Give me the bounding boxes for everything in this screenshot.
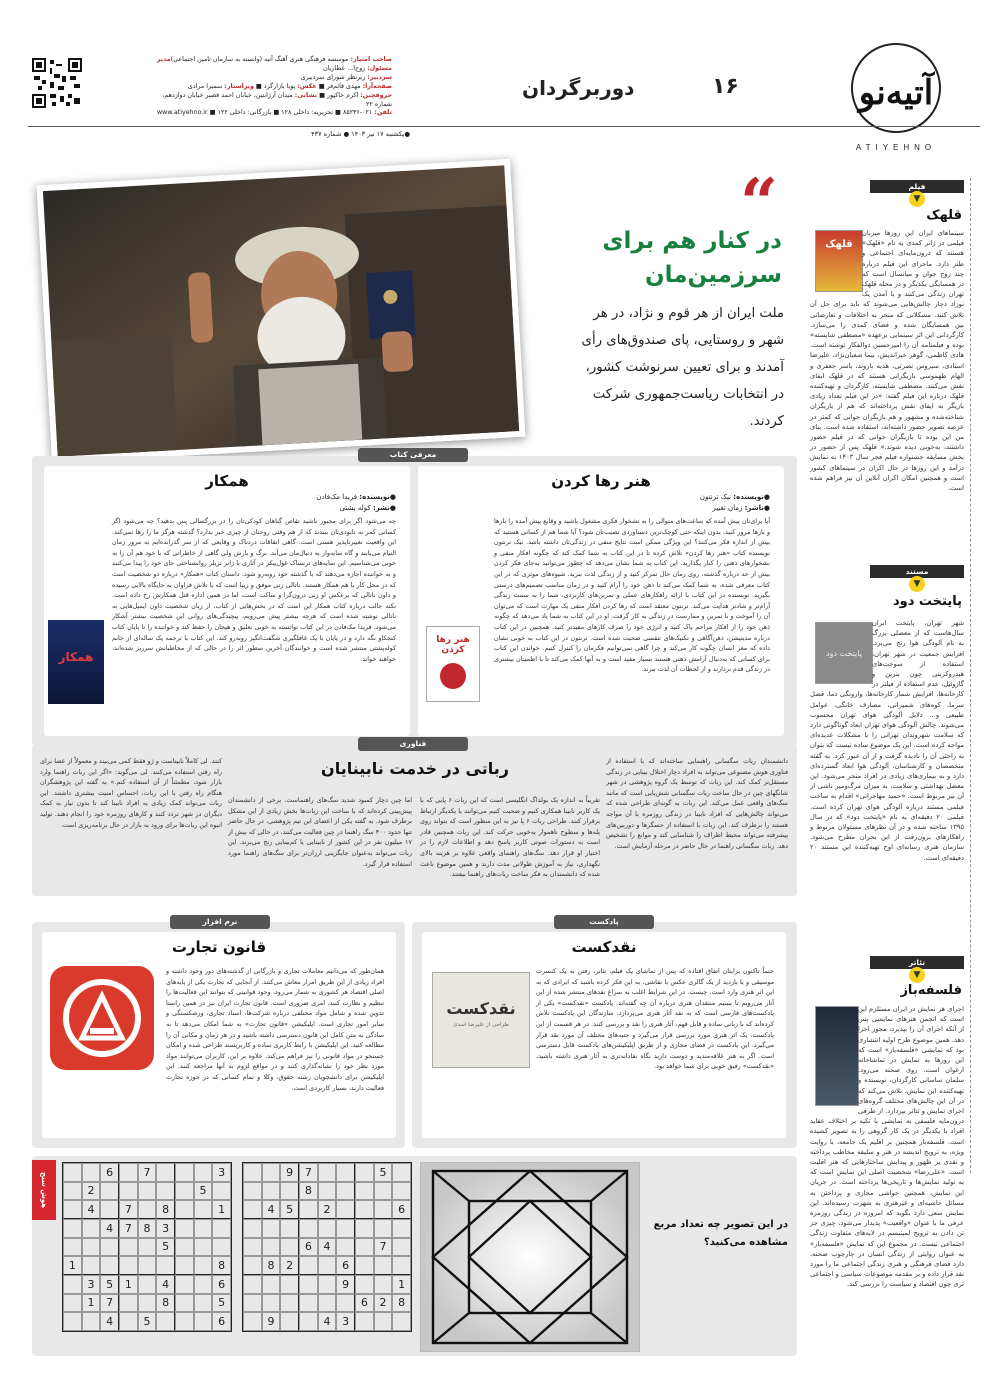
credit-value: زیرنظر شورای سردبیری bbox=[300, 73, 368, 81]
hero-photo[interactable] bbox=[37, 159, 526, 463]
sidebar-tag-film: فیلم bbox=[870, 180, 964, 193]
doc-poster-title: پایتخت دود bbox=[826, 649, 862, 658]
sudoku-cell[interactable]: 9 bbox=[336, 1275, 355, 1294]
sudoku-cell[interactable] bbox=[262, 1182, 281, 1201]
sudoku-cell[interactable]: 8 bbox=[212, 1256, 231, 1275]
hero-headline: در کنار هم برای سرزمین‌مان bbox=[602, 228, 782, 288]
sudoku-cell[interactable] bbox=[374, 1182, 393, 1201]
sudoku-cell[interactable] bbox=[63, 1238, 82, 1257]
book-cover-left[interactable] bbox=[48, 620, 104, 704]
software-title[interactable]: قانون تجارت bbox=[171, 938, 267, 956]
credit-value: مهدی قائم‌فر ■ bbox=[316, 82, 363, 90]
book-body-left: چه می‌شود اگر برای مجبور باشید تقاص گناهان کودکی‌تان را در بزرگسالی پس بدهید؟ چه می‌شود اگر کسانی کمر به نابودی‌تان ببندند که از هم وقتی روحتان از چیزی خبر ندارد؟ گذشته هرگز ما را رها نمی‌کند. این واقعیت تغییرناپذیر هستی است. گاهی اتفاقات دردناک و وقایعی که از سر گذرانده‌ایم به مرور زمان التیام می‌یابند و گاه سایه‌وار به دنبال‌مان می‌آید. برگ و بارش ولی گاهی از خاطراتی که با خود هم آن را به خوبی می‌شناسیم. این سایه‌های ترسناک غول‌پیکر در آثاری با ژانر تریلر روانشناختی جای خود را پیدا می‌کنند و به خواننده اجازه می‌دهند که با گذشته خود روبه‌رو شود. داستان کتاب «همکار» درباره دو شخصیت است که در محل کار با هم همکار هستند. ناتالی زنی موفق و زیبا است که با تلاش فراوان به جایگاه بالایی رسیده و داون ناتالی که برعکس او زنی درون‌گرا و ساکت است، اما در همین اداره قتل همکارش رخ داده است. نکته جالب درباره کتاب همکار این است که در بخش‌هایی از کتاب، از زبان شخصیت داون ایمیل‌هایی به ناتالی نوشته شده است که هرچه بیشتر پیش می‌رویم، پیچیدگی‌های روانی این شخصیت بیشتر آشکار می‌شود. فریدا مک‌فادن در این کتاب توانسته به خوبی تعلیق و هیجان را حفظ کند و خواننده را تا پایان کتاب کنجکاو نگه دارد و در پایان با یک غافلگیری شگفت‌انگیز روبه‌رو کند. این کتاب با ترجمه یک ساله‌ای از خانم کوله‌پشتی منتشر شده است و خوانندگان آخرین سطور اثر را در حالی که از مخاطبانش سرریز شده‌اند، خواهند خواند. bbox=[112, 517, 396, 663]
sudoku-cell[interactable] bbox=[374, 1200, 393, 1219]
sudoku-cell[interactable] bbox=[392, 1182, 411, 1201]
podcast-title[interactable]: نقدکست bbox=[571, 938, 637, 956]
sudoku-cell[interactable] bbox=[318, 1219, 337, 1238]
tech-col-1: دانشمندان ربات سگسانی راهنمایی ساخته‌اند که با استفاده از فناوری هوش مصنوعی می‌تواند به افراد دچار اختلال بینایی در زندگی مستقل‌تر کمک کند. این ربات که توسط یک گروه پژوهشی در شهر شانگهای چین در حال ساخت ربات سگسانی شش‌پایی است که مانند سگ‌های واقعی عمل می‌کند. این ربات به گونه‌ای طراحی شده که می‌تواند چالش‌هایی که افراد نابینا در زندگی روزمره با آن مواجه هستند را برطرف کند. این ربات با استفاده از حسگرها و دوربین‌های پیشرفته می‌تواند محیط اطراف را شناسایی کند و موانع را تشخیص دهد. ربات سگسانی راهنما در حال حاضر در مرحله آزمایش است. bbox=[606, 757, 788, 850]
sudoku-cell[interactable] bbox=[318, 1275, 337, 1294]
sudoku-cell[interactable] bbox=[336, 1219, 355, 1238]
film-title[interactable]: قلهک bbox=[926, 208, 962, 223]
sudoku-cell[interactable] bbox=[374, 1275, 393, 1294]
sudoku-cell[interactable]: 5 bbox=[374, 1163, 393, 1182]
podcast-cover[interactable] bbox=[432, 972, 530, 1068]
sudoku-cell[interactable]: 4 bbox=[318, 1312, 337, 1331]
sudoku-cell[interactable] bbox=[212, 1238, 231, 1257]
sudoku-cell[interactable]: 2 bbox=[374, 1294, 393, 1313]
sudoku-cell[interactable] bbox=[280, 1219, 299, 1238]
sudoku-cell[interactable] bbox=[262, 1163, 281, 1182]
sudoku-cell[interactable] bbox=[243, 1312, 262, 1331]
sudoku-cell[interactable] bbox=[156, 1163, 175, 1182]
sudoku-cell[interactable] bbox=[175, 1238, 194, 1257]
sudoku-cell[interactable]: 5 bbox=[100, 1275, 119, 1294]
film-body: سینماهای ایران این روزها میزبان فیلمی در ژانر کمدی به نام «قلهک» هستند که درون‌مایه‌ای اجتماعی و طنز دارد. ماجرای این فیلم درباره چند زوج جوان و میانسال است که در همسایگی یکدیگر و در محله قلهک تهران زندگی می‌کنند و با آمدن یک نوزاد دچار چالش‌هایی می‌شوند که باید برای حل آن تلاش کنند. مشکلاتی که منجر به اختلافات و تعارضاتی بین همسایگان شده و فضای کمدی را می‌سازد. کارگردانی این اثر سینمایی برعهده «مصطفی شایسته» بوده و فیلمنامه آن را امیرحسین دوالفکار نوشته است. هادی کاظمی، گوهر خیراندیش، نیما شعبان‌نژاد، علیرضا استادی، سیروس نصرتی، هدیه بازوند، یاسر جعفری و الهام طهموسی بازیگرانی هستند که در قلهک ایفای نقش می‌کنند. مصطفی شایسته، کارگردان و تهیه‌کننده قلهک درباره این فیلم گفته: «در این فیلم تعداد زیادی بازیگر به ایفای نقش پرداخته‌اند که هم از بازیگران شناخته‌شده و مشهور و هم بازیگران جوانی که کمتر در عرصه تصویر حضور داشته‌اند، استفاده شده است. بنای من این بوده تا بازیگران جوانی که در فیلم حضور داشتند، به‌خوبی دیده شوند.» قلهک پس از حضور در بخش مسابقه جشنواره فیلم فجر سال ۱۴۰۳ به نمایش درآمد و این روزها در حال اکران در سینماهای کشور است و همچنین امکان اکران آنلاین آن نیز فراهم شده است. bbox=[810, 229, 964, 493]
sudoku-cell[interactable] bbox=[374, 1312, 393, 1331]
sudoku-cell[interactable] bbox=[243, 1275, 262, 1294]
tech-section-label: فناوری bbox=[358, 737, 468, 751]
sudoku-cell[interactable] bbox=[82, 1163, 101, 1182]
sudoku-cell[interactable] bbox=[82, 1219, 101, 1238]
sudoku-cell[interactable] bbox=[392, 1238, 411, 1257]
sudoku-cell[interactable] bbox=[119, 1256, 138, 1275]
publisher-name: کوله پشتی bbox=[339, 504, 373, 512]
sudoku-cell[interactable] bbox=[175, 1312, 194, 1331]
sudoku-cell[interactable] bbox=[336, 1163, 355, 1182]
newspaper-logo[interactable] bbox=[842, 42, 950, 154]
sudoku-cell[interactable] bbox=[194, 1256, 213, 1275]
credit-label: عکس: bbox=[297, 82, 317, 90]
sudoku-cell[interactable]: 1 bbox=[212, 1200, 231, 1219]
sudoku-cell[interactable]: 1 bbox=[63, 1256, 82, 1275]
sudoku-cell[interactable]: 9 bbox=[262, 1312, 281, 1331]
sudoku-cell[interactable] bbox=[119, 1182, 138, 1201]
sudoku-cell[interactable]: 6 bbox=[392, 1200, 411, 1219]
sudoku-cell[interactable] bbox=[194, 1312, 213, 1331]
sudoku-cell[interactable] bbox=[63, 1312, 82, 1331]
sudoku-cell[interactable] bbox=[355, 1275, 374, 1294]
book-section-label: معرفی کتاب bbox=[358, 448, 468, 462]
sudoku-cell[interactable] bbox=[280, 1275, 299, 1294]
app-icon[interactable] bbox=[50, 966, 154, 1070]
doc-text bbox=[810, 618, 964, 958]
sudoku-cell[interactable] bbox=[138, 1256, 157, 1275]
gift-icon bbox=[440, 663, 466, 689]
tech-col-3: اما چین دچار کمبود شدید سگ‌های راهنماست. برخی از دانشمندان پیش‌بینی کرده‌اند که با ساخت این ربات‌ها بخش زیادی از این مشکل برطرف شود. به گفته یکی از اعضای این تیم پژوهشی، در حال حاضر تنها حدود ۴۰۰ سگ راهنما در چین فعالیت می‌کنند، در حالی که بیش از ۱۷ میلیون نفر در این کشور از نابینایی یا کم‌بینایی رنج می‌برند. این ربات می‌تواند به‌عنوان جایگزینی ارزان‌تر برای سگ‌های راهنما مورد استفاده قرار گیرد. bbox=[228, 796, 412, 868]
doc-body: شهر تهران، پایتخت ایران سال‌هاست که از معضلی بزرگ به نام آلودگی هوا رنج می‌برد. افزایش جمعیت در شهر تهران، استفاده از سوخت‌های هیدروکربنی چون بنزین و گازوئیل، عدم استفاده از فیلتر در کارخانه‌ها، افزایش شمار کارخانه‌ها، وارونگی دما، فصل سرما، کوه‌های شمیرانی، مصارف خانگی، عوامل طبیعی و... دلایل آلودگی هوای تهران محسوب می‌شوند. چالش آلودگی هوای تهران ابعاد گوناگونی دارد که سلامت شهروندان تهرانی را با مشکلات عدیده‌ای مواجه کرده است. این یک موضوع ساده نیست که بتوان به راحتی آن را نادیده گرفت و از آن عبور کرد. به گفته متخصصان و کارشناسان، آلودگی هوا ابعاد گسترده‌ای دارد و به بیماری‌های زیادی در افراد منجر می‌شود. این معضل بهداشتی و سلامت، به میزان مرگ‌ومیر ناشی از آن نیز مربوط است. «حمید مهاجرانی» اقدام به ساخت فیلمی مستند درباره آلودگی هوای تهران کرده است. فیلمی ۲۰ دقیقه‌ای به نام «پایتخت دود» که در سال ۱۳۹۵ ساخته شده و در آن نظرهای مسئولان مربوط و راهکارهای برون‌رفت از این بحران مطرح می‌شود. سازمان هنری رسانه‌ای اوج تهیه‌کننده این مستند ۲۰ دقیقه‌ای است. bbox=[810, 619, 964, 862]
sudoku-cell[interactable] bbox=[175, 1163, 194, 1182]
sudoku-cell[interactable]: 3 bbox=[82, 1275, 101, 1294]
sudoku-cell[interactable] bbox=[262, 1275, 281, 1294]
logo-latin: ATIYEHNO bbox=[855, 143, 937, 152]
sudoku-cell[interactable] bbox=[299, 1219, 318, 1238]
podcast-card bbox=[422, 932, 786, 1138]
sudoku-cell[interactable] bbox=[156, 1182, 175, 1201]
sudoku-cell[interactable]: 5 bbox=[280, 1200, 299, 1219]
credit-label: صاحب امتیاز: bbox=[350, 56, 392, 63]
sudoku-cell[interactable] bbox=[374, 1256, 393, 1275]
book-cover-right-title: هنر رها کردن bbox=[436, 635, 470, 655]
sudoku-cell[interactable]: 5 bbox=[138, 1312, 157, 1331]
sudoku-cell[interactable] bbox=[175, 1275, 194, 1294]
sudoku-cell[interactable]: 2 bbox=[280, 1256, 299, 1275]
sudoku-cell[interactable] bbox=[355, 1256, 374, 1275]
sudoku-cell[interactable]: 7 bbox=[138, 1163, 157, 1182]
sudoku-cell[interactable]: 8 bbox=[299, 1182, 318, 1201]
credit-label: ویراستار: bbox=[224, 82, 254, 90]
quote-mark: “ bbox=[740, 164, 778, 242]
software-card bbox=[42, 932, 396, 1138]
sudoku-cell[interactable] bbox=[100, 1238, 119, 1257]
software-text: همان‌طور که می‌دانیم معاملات تجاری و بازرگانی از گذشته‌های دور وجود داشته و افراد زیادی از این طریق امرار معاش می‌کنند. از آنجایی که تجارت یکی از پایه‌های اصلی اقتصاد هر کشوری به شمار می‌رود، وجود قوانینی که بتوانند این فعالیت‌ها را تنظیم و نظارت کنند، امری ضروری است. قانون تجارت ایران نیز در همین راستا تدوین شده و شامل مواد مختلفی درباره شرکت‌ها، اسناد تجاری، ورشکستگی و سایر امور تجاری است. اپلیکیشن «قانون تجارت» به شما امکان می‌دهد تا به سادگی به متن کامل این قانون دسترسی داشته باشید و در هر زمان و مکانی آن را مطالعه کنید. این اپلیکیشن با رابط کاربری ساده و کاربرپسند طراحی شده و امکان جستجو در مواد قانونی را نیز فراهم می‌کند. علاوه بر این، کاربران می‌توانند مواد مورد نظر خود را نشانه‌گذاری کنند و در مواقع لزوم به آنها مراجعه کنند. این اپلیکیشن برای دانشجویان رشته حقوق، وکلا و تمام کسانی که در حوزه تجارت فعالیت دارند، بسیار کاربردی است. bbox=[166, 967, 384, 1092]
sudoku-cell[interactable] bbox=[280, 1182, 299, 1201]
film-text bbox=[810, 228, 964, 568]
sudoku-cell[interactable] bbox=[119, 1294, 138, 1313]
theatre-title[interactable]: فلسفه‌باز bbox=[900, 983, 962, 998]
sudoku-cell[interactable] bbox=[194, 1238, 213, 1257]
book-card-right bbox=[418, 466, 784, 736]
sudoku-cell[interactable]: 6 bbox=[212, 1312, 231, 1331]
sudoku-cell[interactable]: 1 bbox=[119, 1275, 138, 1294]
sudoku-cell[interactable] bbox=[392, 1256, 411, 1275]
sudoku-cell[interactable] bbox=[156, 1312, 175, 1331]
sudoku-cell[interactable]: 4 bbox=[262, 1200, 281, 1219]
sudoku-cell[interactable]: 2 bbox=[318, 1200, 337, 1219]
sudoku-cell[interactable] bbox=[280, 1238, 299, 1257]
masthead-credits bbox=[150, 56, 392, 118]
sudoku-cell[interactable] bbox=[212, 1182, 231, 1201]
sudoku-cell[interactable]: 6 bbox=[355, 1294, 374, 1313]
sudoku-cell[interactable] bbox=[243, 1182, 262, 1201]
publisher-label: ●نشر: bbox=[372, 504, 396, 512]
dateline: ●یکشنبه ۱۷ تیر ۱۴۰۳ ● شماره ۴۳۷ bbox=[311, 130, 410, 138]
sudoku-cell[interactable] bbox=[318, 1256, 337, 1275]
sudoku-cell[interactable] bbox=[82, 1238, 101, 1257]
author-name: نیک ترنتون bbox=[699, 493, 734, 501]
sudoku-cell[interactable] bbox=[262, 1219, 281, 1238]
sudoku-cell[interactable]: 6 bbox=[100, 1163, 119, 1182]
credit-label: نشانی: bbox=[294, 91, 318, 99]
sudoku-cell[interactable] bbox=[82, 1312, 101, 1331]
sudoku-cell[interactable]: 5 bbox=[156, 1238, 175, 1257]
sudoku-cell[interactable] bbox=[280, 1294, 299, 1313]
sudoku-cell[interactable] bbox=[100, 1200, 119, 1219]
sidebar-tag-doc: مستند bbox=[870, 565, 964, 578]
sudoku-cell[interactable] bbox=[138, 1238, 157, 1257]
book-text-right bbox=[430, 516, 770, 730]
sudoku-cell[interactable] bbox=[243, 1256, 262, 1275]
sudoku-cell[interactable] bbox=[243, 1238, 262, 1257]
sudoku-cell[interactable] bbox=[318, 1182, 337, 1201]
sudoku-cell[interactable] bbox=[355, 1163, 374, 1182]
credit-label: تلفن: bbox=[374, 109, 392, 117]
sudoku-cell[interactable] bbox=[119, 1163, 138, 1182]
sudoku-cell[interactable] bbox=[175, 1182, 194, 1201]
sudoku-cell[interactable] bbox=[243, 1200, 262, 1219]
sudoku-cell[interactable] bbox=[175, 1219, 194, 1238]
sudoku-cell[interactable] bbox=[63, 1163, 82, 1182]
sudoku-cell[interactable] bbox=[194, 1163, 213, 1182]
sudoku-cell[interactable]: 5 bbox=[194, 1182, 213, 1201]
sidebar-tag-theatre: تئاتر bbox=[870, 956, 964, 969]
book-credits-right bbox=[700, 492, 770, 514]
sudoku-cell[interactable] bbox=[194, 1294, 213, 1313]
sudoku-cell[interactable] bbox=[299, 1256, 318, 1275]
podcast-text: حتماً تاکنون برایتان اتفاق افتاده که پس از تماشای یک فیلم، تئاتر، رفتن به یک کنسرت موسیقی و یا بازدید از یک گالری عکس یا نقاشی، به این فکر کرده باشید که ایرادی که به این اثر هنری وارد است، چیست. در این شرایط اغلب به سراغ نقدهای منتشر شده از این آثار می‌رویم تا ببینیم منتقدان هنری درباره آن چه گفته‌اند. پادکست «نقدکست» یکی از پادکست‌های فارسی است که به نقد آثار هنری می‌پردازد. سازندگان این پادکست تلاش کرده‌اند که با زبانی ساده و قابل فهم، آثار هنری را نقد و بررسی کنند. در هر قسمت از این پادکست، یک اثر هنری مورد بررسی قرار می‌گیرد و جنبه‌های مختلف آن مورد نقد قرار می‌گیرد. این پادکست در فضای مجازی و از طریق اپلیکیشن‌های پادکست قابل دسترسی است. اگر به هنر علاقه‌مندید و دوست دارید نگاه نقادانه‌تری به آثار هنری داشته باشید، «نقدکست» رفیق خوبی برای شما خواهد بود. bbox=[536, 967, 774, 1071]
sudoku-cell[interactable]: 8 bbox=[156, 1294, 175, 1313]
sudoku-cell[interactable]: 8 bbox=[138, 1219, 157, 1238]
software-label: نرم افزار bbox=[170, 915, 270, 929]
credit-value: ۰۲۱-۸۵۲۳۶ ■ تحریریه: داخلی ۱۲۸ ■ بازرگانی: داخلی ۱۲۲ ■ www.atiyehno.ir bbox=[157, 109, 375, 117]
author-label: ●نویسنده: bbox=[359, 493, 396, 501]
author-name: فریدا مک‌فادن bbox=[316, 493, 360, 501]
sudoku-cell[interactable] bbox=[63, 1219, 82, 1238]
sudoku-cell[interactable] bbox=[336, 1294, 355, 1313]
sudoku-cell[interactable] bbox=[82, 1256, 101, 1275]
sudoku-cell[interactable]: 4 bbox=[318, 1238, 337, 1257]
sudoku-cell[interactable]: 2 bbox=[82, 1182, 101, 1201]
sudoku-cell[interactable] bbox=[194, 1200, 213, 1219]
sudoku-cell[interactable]: 3 bbox=[156, 1219, 175, 1238]
sudoku-cell[interactable]: 4 bbox=[156, 1275, 175, 1294]
sudoku-cell[interactable] bbox=[119, 1312, 138, 1331]
sudoku-cell[interactable] bbox=[138, 1200, 157, 1219]
sudoku-cell[interactable]: 7 bbox=[119, 1200, 138, 1219]
sudoku-cell[interactable]: 5 bbox=[212, 1294, 231, 1313]
sudoku-cell[interactable]: 6 bbox=[299, 1238, 318, 1257]
sudoku-cell[interactable] bbox=[175, 1256, 194, 1275]
sudoku-cell[interactable]: 9 bbox=[280, 1163, 299, 1182]
book-card-left bbox=[44, 466, 410, 736]
sudoku-cell[interactable]: 8 bbox=[156, 1200, 175, 1219]
doc-title[interactable]: پایتخت دود bbox=[892, 594, 962, 609]
sudoku-cell[interactable] bbox=[63, 1275, 82, 1294]
sudoku-cell[interactable]: 1 bbox=[82, 1294, 101, 1313]
section-title: دوربرگردان bbox=[522, 76, 635, 100]
credit-value: سمیرا مرادی bbox=[187, 82, 225, 90]
sudoku-cell[interactable]: 8 bbox=[262, 1256, 281, 1275]
theatre-text bbox=[810, 1004, 964, 1289]
film-poster-title: قلهک bbox=[825, 239, 853, 250]
sudoku-cell[interactable]: 7 bbox=[299, 1163, 318, 1182]
sudoku-cell[interactable] bbox=[194, 1275, 213, 1294]
sudoku-cell[interactable] bbox=[156, 1256, 175, 1275]
book-cover-right[interactable] bbox=[426, 626, 480, 702]
sudoku-cell[interactable]: 4 bbox=[100, 1219, 119, 1238]
credit-value: موسسه فرهنگی هنری آهنگ آتیه (وابسته به سازمان تامین اجتماعی) bbox=[170, 56, 351, 63]
credit-value: اکرم خاکپور ■ bbox=[317, 91, 361, 99]
sudoku-cell[interactable] bbox=[138, 1275, 157, 1294]
book-cover-left-title: همکار bbox=[58, 650, 94, 664]
theatre-body: اجرای هر نمایش در ایران مستلزم این است که انجمن هنرهای نمایشی پس از آنکه اجرای آن را بپذیرد، مجوز اجرا دهد. همین موضوع طرح اولیه انتشاری بود که نمایشی «فلسفه‌باز» است که این روزها به نمایش در تماشاخانه ارغوان است. روی صحنه می‌رود. سلمان ساسانی کارگردان، نویسنده و تهیه‌کننده این نمایش، تلاش می‌کند که در آن این چالش‌های مختلف گروه‌های اجرای نمایش و تئاتر بپردازد. از طرفی درون‌مایه فلسفی به نمایشی با تکیه بر اختلاف عقاید افراد با یکدیگر در یک کار گروهی را به تصویر کشیده است. فلسفه‌باز همچنین بر اقلیم یک جامعه، با روایت ویژه، به ترویج اندیشه در هنر و سلیقه مخاطب پرداخته و نقدی بر ظهور و پیدایش ساختارهایی که هنر اقلیت است. «علی‌رضا» شخصیت اصلی این نمایش است که به تولید نمایش‌ها و تاریخی‌ها پرداخته است. در جریان این نمایش، همچنین حواشی مجازی و پرداختن به مسائل حاشیه‌ای و غیرهنری به شهرت رسیده‌اند. این نمایش سعی دارد بگوید که امروزه در زندگی روزمره عرفی ما با عنوان «واقعیت» پدیدار می‌شود، چیزی جز تن دادن به ترویج لمپنیسم در لایه‌های متفاوت زندگی اجتماعی نیست. در مجموع این که نمایش «فلسفه‌باز» به عنوان روایتی از زندگی انسان در چارچوب صحنه، دارد فضای فرهنگی و هنری زندگی اجتماعی ما را مورد نقد قرار داده و بر مقدمه موضوعات سیاسی و اجتماعی تری چون اقتصاد و سیاست را بررسی کند. bbox=[810, 1005, 964, 1289]
masthead-rule bbox=[28, 126, 980, 127]
credit-label: حروفچین: bbox=[360, 91, 392, 99]
sudoku-cell[interactable] bbox=[355, 1200, 374, 1219]
sudoku-cell[interactable]: 7 bbox=[119, 1219, 138, 1238]
sudoku-cell[interactable] bbox=[243, 1219, 262, 1238]
sudoku-cell[interactable] bbox=[336, 1200, 355, 1219]
arrow-down-icon: ▼ bbox=[909, 576, 925, 592]
arrow-down-icon: ▼ bbox=[909, 967, 925, 983]
sudoku-cell[interactable]: 3 bbox=[336, 1312, 355, 1331]
author-label: ●نویسنده: bbox=[733, 493, 770, 501]
book-body-right: آیا برای‌تان پیش آمده که ساعت‌های متوالی را به نشخوار فکری مشغول باشید و وقایع پیش آمده را بارها و بارها مرور کنید، بدون اینکه حتی کوچک‌ترین دستاوردی نصیب‌تان شود؟ آیا شما هم از کسانی هستید که بیش از اندازه فکر می‌کنند؟ این ویژگی ممکن است نتایج منفی در زندگی‌تان داشته باشد. نیک ترنتون نویسنده کتاب «هنر رها کردن» تلاش کرده تا در این کتاب به شما کمک کند که چگونه افکار منفی و نشخوارهای ذهنی را کنار بگذارید. این کتاب به شما نشان می‌دهد که چطور می‌توانید به‌جای فکر کردن بیش از حد درباره گذشته، روی زمان حال تمرکز کنید و از زندگی لذت ببرید. شیوه‌های موثری که در این کتاب معرفی شده، به شما کمک می‌کند تا ذهن خود را آرام کنید و در زمان مناسب تصمیم‌های درستی بگیرید. نویسنده در این کتاب با ارائه راهکارهای عملی و تمرین‌های کاربردی، شما را به سمت زندگی آرام‌تر و شادتر هدایت می‌کند. ترنتون معتقد است که رها کردن افکار منفی یک مهارت است که می‌توان آن را آموخت و با تمرین و ممارست در زندگی به کار گرفت. او در این کتاب به شما یاد می‌دهد که چگونه ذهن خود را از افکار مزاحم پاک کنید و انرژی خود را صرف کارهای مفیدتر کنید. همچنین در این کتاب درباره مدیتیشن، ذهن‌آگاهی و تکنیک‌های تنفسی صحبت شده است. ترنتون در این کتاب به خوبی نشان داده که مغز انسان چگونه کار می‌کند و چرا گاهی نمی‌توانیم فکرمان را کنترل کنیم. خواندن این کتاب برای کسانی که به‌دنبال آرامش ذهنی هستند بسیار مفید است و به آنها کمک می‌کند تا با اطمینان بیشتری در زندگی قدم بردارند و از لحظات آن لذت ببرند. bbox=[494, 517, 770, 674]
arrow-down-icon: ▼ bbox=[909, 191, 925, 207]
sudoku-cell[interactable]: 8 bbox=[392, 1294, 411, 1313]
sudoku-cell[interactable] bbox=[355, 1238, 374, 1257]
podcast-cover-title: نقدکست bbox=[446, 999, 516, 1018]
sudoku-cell[interactable] bbox=[138, 1182, 157, 1201]
sudoku-cell[interactable] bbox=[63, 1294, 82, 1313]
sudoku-cell[interactable] bbox=[100, 1256, 119, 1275]
sudoku-cell[interactable] bbox=[243, 1163, 262, 1182]
sudoku-cell[interactable] bbox=[138, 1294, 157, 1313]
credit-value: میدان آرژانتین، خیابان احمد قصیر خیابان دوازدهم، شماره ۲۲ bbox=[162, 91, 392, 108]
sudoku-cell[interactable] bbox=[392, 1163, 411, 1182]
credit-label: صفحه‌آرا: bbox=[362, 82, 392, 90]
podcast-cover-sub: طراحی از علیرضا اسدی bbox=[453, 1022, 509, 1028]
tech-title[interactable]: رباتی در خدمت نابینایان bbox=[321, 759, 509, 778]
sudoku-cell[interactable] bbox=[355, 1219, 374, 1238]
sudoku-cell[interactable] bbox=[63, 1200, 82, 1219]
sudoku-cell[interactable] bbox=[262, 1294, 281, 1313]
sudoku-cell[interactable] bbox=[194, 1219, 213, 1238]
book-credits-left bbox=[316, 492, 396, 514]
credit-label: مدیر مسئول: bbox=[156, 56, 392, 72]
sudoku-cell[interactable]: 6 bbox=[336, 1256, 355, 1275]
credit-value: پویا بازارگرد ■ bbox=[253, 82, 298, 90]
sudoku-cell[interactable] bbox=[243, 1294, 262, 1313]
puzzle-question: در این تصویر چه تعداد مربع مشاهده می‌کنید؟ bbox=[653, 1219, 788, 1248]
puzzle-tag: هوش سنج bbox=[32, 1160, 56, 1220]
sudoku-cell[interactable] bbox=[392, 1312, 411, 1331]
credit-value: روح‌ا... عطاریان bbox=[323, 64, 368, 72]
sudoku-cell[interactable]: 6 bbox=[212, 1275, 231, 1294]
sudoku-cell[interactable] bbox=[175, 1200, 194, 1219]
sudoku-cell[interactable] bbox=[119, 1238, 138, 1257]
sudoku-cell[interactable]: 4 bbox=[82, 1200, 101, 1219]
page-number: ۱۶ bbox=[712, 74, 739, 99]
tech-col-2: تقریباً به اندازه یک بولداگ انگلیسی است که این ربات ۶ پایی که با یک کاربر نابینا همکاری کنیم و صحبت کنیم می‌توانند با یکدیگر ارتباط برقرار کنند. طراحی ربات ۶ پا نیز به این منظور است که بتواند روی پله‌ها و سطوح ناهموار به‌خوبی حرکت کند. این ربات همچنین قادر است به دستورات صوتی کاربر پاسخ دهد و اطلاعات لازم را در اختیار او قرار دهد. سگ‌های راهنمای واقعی علاوه بر هزینه بالای نگهداری، نیاز به آموزش طولانی مدت دارند و همین موضوع باعث شده که دانشمندان به فکر ساخت ربات‌های راهنما بیفتند. bbox=[420, 796, 600, 879]
sudoku-cell[interactable] bbox=[355, 1182, 374, 1201]
qr-code[interactable] bbox=[32, 58, 82, 108]
hero-lead: ملت ایران از هر قوم و نژاد، در هر شهر و روستایی، پای صندوق‌های رأی آمدند و برای تعیین سرنوشت کشور، در انتخابات ریاست‌جمهوری شرکت کردند. bbox=[581, 306, 784, 429]
square-puzzle[interactable] bbox=[420, 1162, 640, 1352]
sidebar bbox=[805, 178, 971, 1289]
sudoku-cell[interactable] bbox=[299, 1294, 318, 1313]
sudoku-grid-left[interactable] bbox=[62, 1162, 232, 1332]
sudoku-cell[interactable] bbox=[63, 1182, 82, 1201]
podcast-label: پادکست bbox=[554, 915, 654, 929]
sudoku-cell[interactable] bbox=[100, 1182, 119, 1201]
sudoku-cell[interactable] bbox=[212, 1219, 231, 1238]
sudoku-cell[interactable] bbox=[299, 1275, 318, 1294]
book-title-right[interactable]: هنر رها کردن bbox=[551, 472, 651, 490]
logo-text: آتیه‌نو bbox=[858, 73, 934, 113]
sudoku-cell[interactable] bbox=[336, 1182, 355, 1201]
sudoku-cell[interactable]: 3 bbox=[212, 1163, 231, 1182]
sudoku-cell[interactable] bbox=[262, 1238, 281, 1257]
tech-col-4: کنند. لی کاملاً نابیناست و ژو فقط کمی می‌بیند و معمولاً از عصا برای راه رفتن استفاده می‌کنند. لی می‌گوید: «اگر این ربات راهنما وارد بازار شود، مطمئناً از آن استفاده کنم.» به گفته این پژوهشگران هنگام راه رفتن با این ربات، احساس امنیت بیشتری داشتند. این ربات می‌تواند کمک زیادی به افراد نابینا کند تا بدون نیاز به کمک دیگران در شهر تردد کنند و کارهای روزمره خود را انجام دهند. تولید انبوه این ربات‌ها برای ورود به بازار در حال برنامه‌ریزی است. bbox=[40, 757, 222, 829]
sudoku-cell[interactable]: 1 bbox=[392, 1275, 411, 1294]
sudoku-cell[interactable] bbox=[318, 1163, 337, 1182]
sudoku-grid-right[interactable] bbox=[242, 1162, 412, 1332]
sudoku-cell[interactable] bbox=[318, 1294, 337, 1313]
sudoku-cell[interactable] bbox=[299, 1312, 318, 1331]
sudoku-cell[interactable]: 7 bbox=[374, 1238, 393, 1257]
sudoku-cell[interactable] bbox=[336, 1238, 355, 1257]
credit-label: سردبیر: bbox=[367, 73, 392, 81]
publisher-label: ●ناشر: bbox=[744, 504, 770, 512]
sudoku-cell[interactable]: 4 bbox=[100, 1312, 119, 1331]
sudoku-cell[interactable] bbox=[374, 1219, 393, 1238]
publisher-name: زمان تغییر bbox=[712, 504, 745, 512]
sudoku-cell[interactable]: 7 bbox=[100, 1294, 119, 1313]
sudoku-cell[interactable] bbox=[299, 1200, 318, 1219]
sudoku-cell[interactable] bbox=[280, 1312, 299, 1331]
sudoku-cell[interactable] bbox=[392, 1219, 411, 1238]
sudoku-cell[interactable] bbox=[355, 1312, 374, 1331]
book-title-left[interactable]: همکار bbox=[205, 472, 249, 490]
sudoku-cell[interactable] bbox=[175, 1294, 194, 1313]
